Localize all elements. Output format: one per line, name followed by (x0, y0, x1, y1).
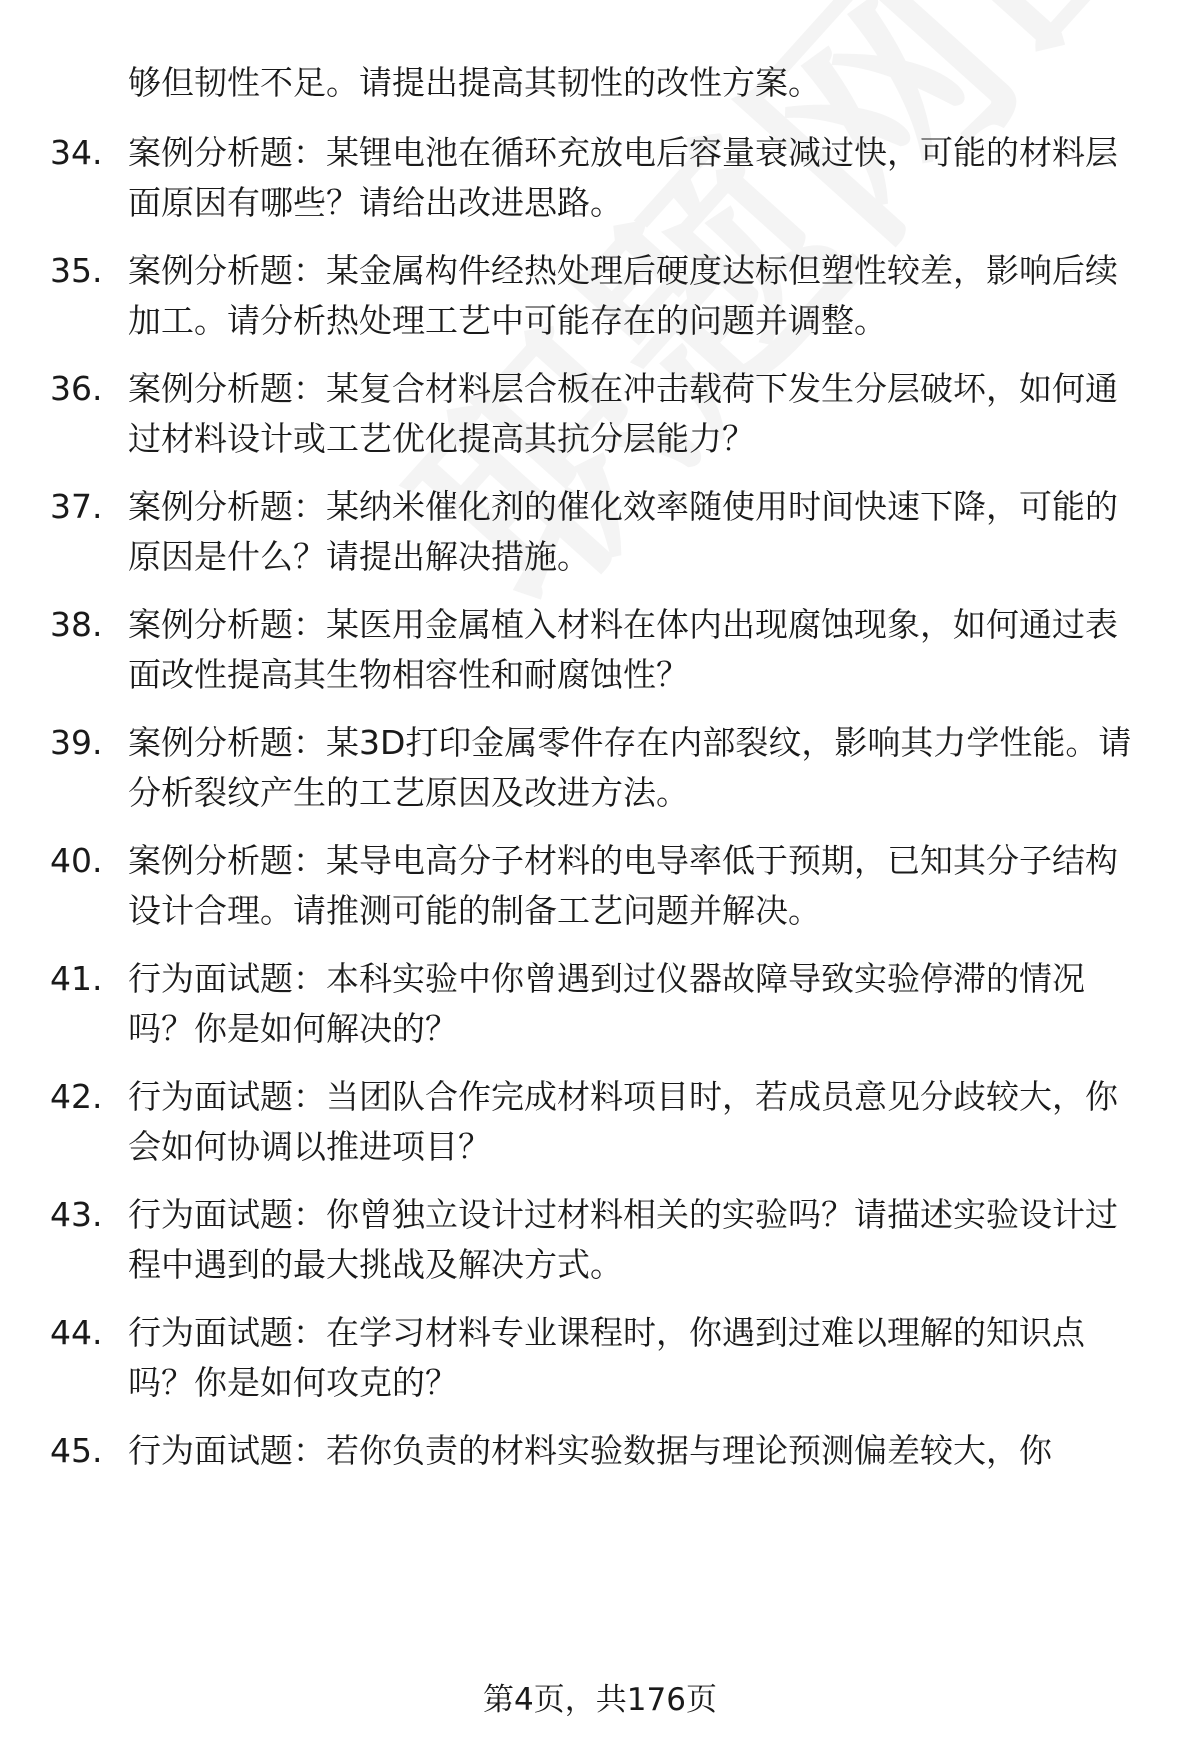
question-number: 37. (50, 487, 103, 526)
question-number: 44. (50, 1313, 103, 1352)
question-number: 39. (50, 723, 103, 762)
question-text: 案例分析题：某医用金属植入材料在体内出现腐蚀现象，如何通过表面改性提高其生物相容性和耐腐蚀性？ (128, 605, 1118, 694)
question-number: 34. (50, 133, 103, 172)
question-text: 案例分析题：某3D打印金属零件存在内部裂纹，影响其力学性能。请分析裂纹产生的工艺原因及改进方法。 (128, 723, 1132, 812)
question-number: 41. (50, 959, 103, 998)
question-number: 36. (50, 369, 103, 408)
question-text: 行为面试题：若你负责的材料实验数据与理论预测偏差较大，你 (128, 1431, 1052, 1470)
question-text: 行为面试题：在学习材料专业课程时，你遇到过难以理解的知识点吗？你是如何攻克的？ (128, 1313, 1085, 1402)
question-text: 案例分析题：某锂电池在循环充放电后容量衰减过快，可能的材料层面原因有哪些？请给出改进思路。 (128, 133, 1118, 222)
question-text: 案例分析题：某纳米催化剂的催化效率随使用时间快速下降，可能的原因是什么？请提出解决措施。 (128, 487, 1118, 576)
question-text: 行为面试题：你曾独立设计过材料相关的实验吗？请描述实验设计过程中遇到的最大挑战及解决方式。 (128, 1195, 1118, 1284)
continuation-text: 够但韧性不足。请提出提高其韧性的改性方案。 (128, 63, 821, 102)
question-text: 案例分析题：某导电高分子材料的电导率低于预期，已知其分子结构设计合理。请推测可能的制备工艺问题并解决。 (128, 841, 1118, 930)
page-footer: 第4页，共176页 (483, 1682, 717, 1718)
question-number: 38. (50, 605, 103, 644)
question-text: 案例分析题：某金属构件经热处理后硬度达标但塑性较差，影响后续加工。请分析热处理工艺中可能存在的问题并调整。 (128, 251, 1118, 340)
question-number: 35. (50, 251, 103, 290)
question-number: 45. (50, 1431, 103, 1470)
question-number: 40. (50, 841, 103, 880)
question-text: 行为面试题：本科实验中你曾遇到过仪器故障导致实验停滞的情况吗？你是如何解决的？ (128, 959, 1085, 1048)
question-text: 行为面试题：当团队合作完成材料项目时，若成员意见分歧较大，你会如何协调以推进项目？ (128, 1077, 1118, 1166)
question-number: 43. (50, 1195, 103, 1234)
question-text: 案例分析题：某复合材料层合板在冲击载荷下发生分层破坏，如何通过材料设计或工艺优化提高其抗分层能力？ (128, 369, 1118, 458)
question-number: 42. (50, 1077, 103, 1116)
